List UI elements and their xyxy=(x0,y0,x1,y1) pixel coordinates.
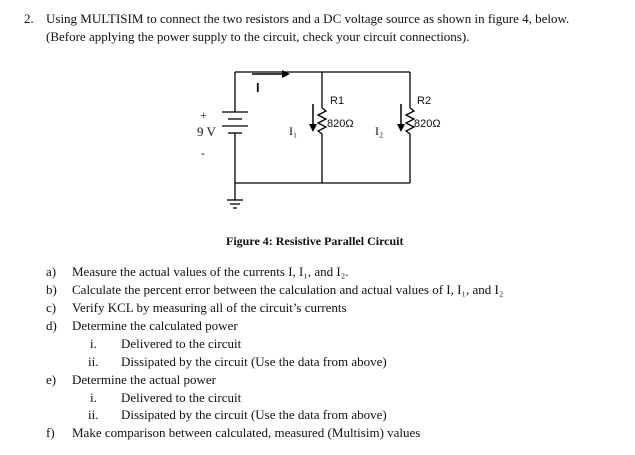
r2-name-label: R2 xyxy=(417,95,432,107)
current-i1-arrowhead xyxy=(309,124,317,132)
question-line-2: (Before applying the power supply to the circuit, check your circuit connections). xyxy=(46,29,470,44)
task-a-marker: a) xyxy=(46,264,57,279)
task-f-text: Make comparison between calculated, measured (Multisim) values xyxy=(72,425,421,440)
task-b-marker: b) xyxy=(46,282,57,297)
question-line-1: Using MULTISIM to connect the two resistors and a DC voltage source as shown in figure 4, below. xyxy=(46,11,570,26)
task-e-ii-marker: ii. xyxy=(88,407,99,422)
r1-resistor xyxy=(318,108,326,134)
r2-resistor xyxy=(406,108,414,134)
task-d-marker: d) xyxy=(46,318,57,333)
task-d-ii-text: Dissipated by the circuit (Use the data from above) xyxy=(121,354,387,369)
task-d-i-marker: i. xyxy=(90,336,97,351)
task-d-text: Determine the calculated power xyxy=(72,318,238,333)
i1-label: I₁ xyxy=(289,124,298,138)
source-value-label: 9 V xyxy=(197,124,216,139)
task-a-text: Measure the actual values of the currents I, I₁, and I₂. xyxy=(72,264,349,279)
task-e-ii-text: Dissipated by the circuit (Use the data from above) xyxy=(121,407,387,422)
r2-value-label: 820Ω xyxy=(414,118,441,130)
task-b-text: Calculate the percent error between the calculation and actual values of I, I₁, and I₂ xyxy=(72,282,504,297)
question-number: 2. xyxy=(24,11,34,26)
task-e-i-marker: i. xyxy=(90,390,97,405)
r1-value-label: 820Ω xyxy=(327,118,354,130)
task-c-text: Verify KCL by measuring all of the circuit’s currents xyxy=(72,300,347,315)
r1-name-label: R1 xyxy=(330,95,345,107)
task-d-i-text: Delivered to the circuit xyxy=(121,336,242,351)
task-d-ii-marker: ii. xyxy=(88,354,99,369)
task-c-marker: c) xyxy=(46,300,57,315)
figure-caption: Figure 4: Resistive Parallel Circuit xyxy=(226,234,404,248)
task-e-text: Determine the actual power xyxy=(72,372,217,387)
current-i-label: I xyxy=(256,80,260,95)
current-i2-arrowhead xyxy=(397,124,405,132)
task-f-marker: f) xyxy=(46,425,55,440)
source-minus-label: - xyxy=(201,146,205,160)
task-e-i-text: Delivered to the circuit xyxy=(121,390,242,405)
i2-label: I₂ xyxy=(375,124,384,138)
current-i-arrowhead xyxy=(282,70,290,78)
task-e-marker: e) xyxy=(46,372,57,387)
source-plus-label: + xyxy=(200,108,207,122)
